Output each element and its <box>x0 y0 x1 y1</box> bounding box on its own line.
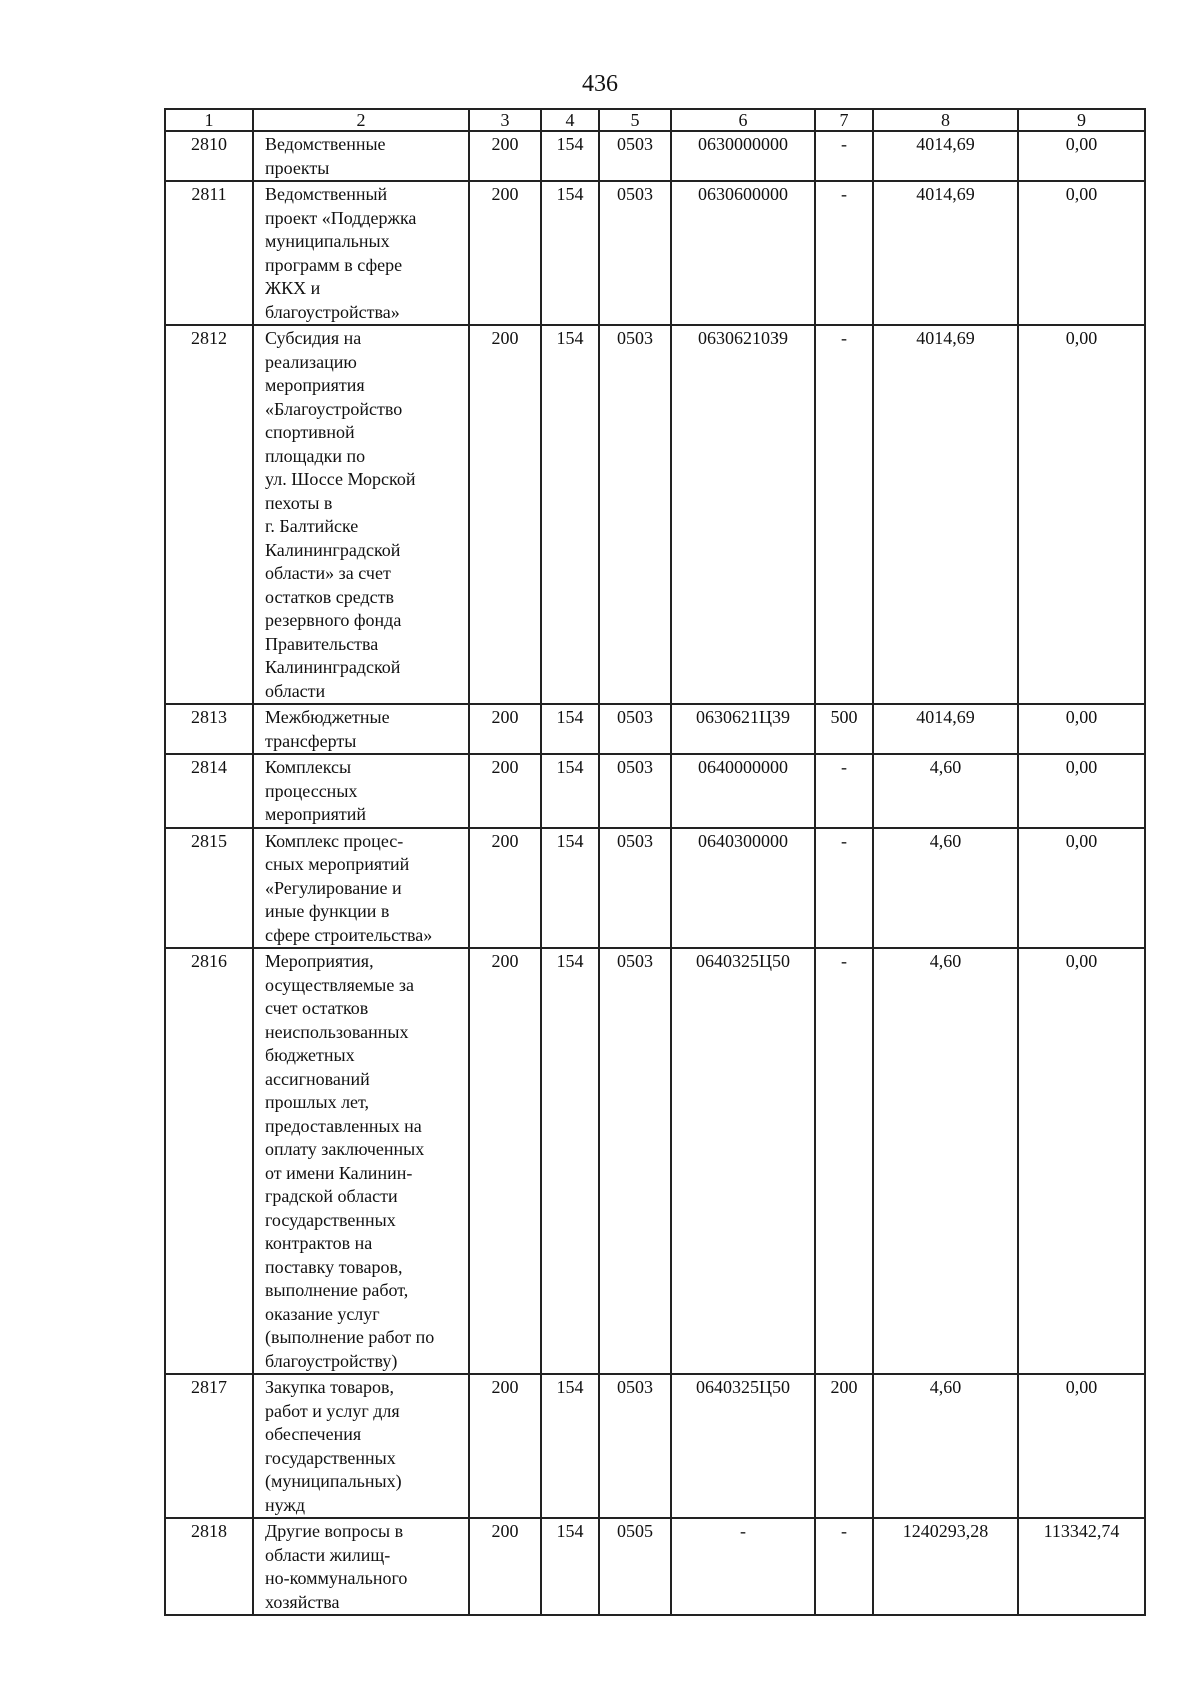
cell-col-3: 200 <box>469 325 541 704</box>
row-name-line: пехоты в <box>265 492 333 513</box>
cell-col-4: 154 <box>541 948 599 1374</box>
row-number: 2816 <box>165 948 253 1374</box>
row-name <box>253 131 469 181</box>
cell-col-5: 0503 <box>599 131 671 181</box>
row-name-line: Ведомственный <box>265 184 388 204</box>
cell-col-3: 200 <box>469 1518 541 1615</box>
cell-col-5: 0503 <box>599 1374 671 1518</box>
table-row <box>165 325 1145 704</box>
table-header <box>165 109 1145 131</box>
cell-col-5: 0503 <box>599 754 671 828</box>
table-row <box>165 181 1145 325</box>
row-name <box>253 754 469 828</box>
row-name-line: сфере строительства» <box>265 924 433 945</box>
row-name-line: остатков средств <box>265 586 394 607</box>
row-name-line: «Благоустройство <box>265 398 403 419</box>
cell-col-3: 200 <box>469 704 541 754</box>
row-number: 2817 <box>165 1374 253 1518</box>
row-name-line: государственных <box>265 1447 396 1468</box>
row-name-line: контрактов на <box>265 1233 373 1253</box>
header-col-3: 3 <box>469 109 541 131</box>
cell-col-3: 200 <box>469 131 541 181</box>
row-name-line: муниципальных <box>265 231 390 251</box>
row-name-line: проект «Поддержка <box>265 207 417 228</box>
row-name-line: счет остатков <box>265 998 369 1018</box>
row-name-line: проекты <box>265 157 330 178</box>
cell-col-7: - <box>815 754 873 828</box>
cell-col-6: 0630600000 <box>671 181 815 325</box>
row-number: 2818 <box>165 1518 253 1615</box>
table-row <box>165 1374 1145 1518</box>
cell-col-7: - <box>815 131 873 181</box>
row-name-line: реализацию <box>265 351 357 372</box>
table-row <box>165 828 1145 949</box>
table-body <box>165 131 1145 1615</box>
row-number: 2811 <box>165 181 253 325</box>
cell-col-5: 0503 <box>599 704 671 754</box>
cell-amount-col-9: 0,00 <box>1018 948 1145 1374</box>
cell-amount-col-8: 4,60 <box>873 828 1018 949</box>
row-number: 2813 <box>165 704 253 754</box>
row-name-line: благоустройства» <box>265 301 400 322</box>
header-col-1: 1 <box>165 109 253 131</box>
cell-col-3: 200 <box>469 754 541 828</box>
row-name <box>253 181 469 325</box>
row-name-line: неиспользованных <box>265 1021 409 1042</box>
row-number: 2812 <box>165 325 253 704</box>
row-name <box>253 1374 469 1518</box>
cell-col-6: 0640325Ц50 <box>671 1374 815 1518</box>
row-name-line: иные функции в <box>265 901 390 921</box>
row-name-line: Калининградской <box>265 657 401 677</box>
cell-col-6: 0630621Ц39 <box>671 704 815 754</box>
header-col-4: 4 <box>541 109 599 131</box>
cell-col-7: - <box>815 828 873 949</box>
row-name-line: оплату заключенных <box>265 1139 425 1159</box>
cell-col-4: 154 <box>541 828 599 949</box>
row-name-line: мероприятий <box>265 804 367 824</box>
cell-col-6: 0640300000 <box>671 828 815 949</box>
cell-col-4: 154 <box>541 325 599 704</box>
cell-amount-col-8: 4014,69 <box>873 704 1018 754</box>
header-col-8: 8 <box>873 109 1018 131</box>
row-name-line: Комплекс процес- <box>265 830 404 851</box>
row-name-line: градской области <box>265 1186 398 1206</box>
cell-amount-col-8: 4,60 <box>873 948 1018 1374</box>
row-name-line: г. Балтийске <box>265 516 359 536</box>
row-name-line: но-коммунального <box>265 1568 408 1588</box>
row-name-line: трансферты <box>265 730 357 751</box>
header-col-7: 7 <box>815 109 873 131</box>
cell-amount-col-9: 0,00 <box>1018 1374 1145 1518</box>
row-name-line: спортивной <box>265 422 355 442</box>
cell-amount-col-9: 0,00 <box>1018 325 1145 704</box>
budget-table <box>164 108 1146 1616</box>
row-name-line: Межбюджетные <box>265 707 390 727</box>
cell-amount-col-9: 0,00 <box>1018 754 1145 828</box>
cell-col-5: 0503 <box>599 948 671 1374</box>
row-name-line: сных мероприятий <box>265 854 410 874</box>
cell-amount-col-8: 4,60 <box>873 754 1018 828</box>
cell-col-7: 200 <box>815 1374 873 1518</box>
cell-col-3: 200 <box>469 948 541 1374</box>
row-name-line: резервного фонда <box>265 610 402 630</box>
row-name-line: от имени Калинин- <box>265 1162 413 1183</box>
row-name-line: осуществляемые за <box>265 974 414 995</box>
table-row <box>165 1518 1145 1615</box>
row-number: 2810 <box>165 131 253 181</box>
cell-col-5: 0503 <box>599 181 671 325</box>
cell-amount-col-9: 0,00 <box>1018 131 1145 181</box>
header-col-5: 5 <box>599 109 671 131</box>
row-name <box>253 704 469 754</box>
header-col-2: 2 <box>253 109 469 131</box>
row-name-line: поставку товаров, <box>265 1256 403 1277</box>
cell-amount-col-9: 0,00 <box>1018 828 1145 949</box>
row-name-line: выполнение работ, <box>265 1280 409 1300</box>
row-name-line: Калининградской <box>265 539 401 560</box>
row-name-line: Закупка товаров, <box>265 1377 394 1397</box>
cell-col-7: 500 <box>815 704 873 754</box>
row-name-line: Субсидия на <box>265 328 362 348</box>
cell-col-3: 200 <box>469 1374 541 1518</box>
row-number: 2814 <box>165 754 253 828</box>
row-name-line: хозяйства <box>265 1591 340 1612</box>
row-name <box>253 1518 469 1615</box>
cell-col-3: 200 <box>469 828 541 949</box>
row-number: 2815 <box>165 828 253 949</box>
cell-col-3: 200 <box>469 181 541 325</box>
row-name-line: Другие вопросы в <box>265 1521 404 1541</box>
row-name-line: бюджетных <box>265 1045 355 1065</box>
row-name-line: ул. Шоссе Морской <box>265 469 416 489</box>
cell-col-7: - <box>815 181 873 325</box>
cell-col-7: - <box>815 948 873 1374</box>
cell-col-5: 0503 <box>599 828 671 949</box>
row-name-line: Мероприятия, <box>265 951 374 971</box>
cell-col-4: 154 <box>541 1374 599 1518</box>
row-name-line: обеспечения <box>265 1424 362 1444</box>
row-name-line: Ведомственные <box>265 134 386 154</box>
row-name-line: (муниципальных) <box>265 1471 402 1491</box>
row-name-line: (выполнение работ по <box>265 1327 435 1347</box>
cell-amount-col-8: 4014,69 <box>873 181 1018 325</box>
row-name-line: прошлых лет, <box>265 1092 370 1112</box>
cell-amount-col-9: 113342,74 <box>1018 1518 1145 1615</box>
row-name-line: области жилищ- <box>265 1544 391 1565</box>
header-col-6: 6 <box>671 109 815 131</box>
cell-amount-col-8: 1240293,28 <box>873 1518 1018 1615</box>
cell-col-6: 06306210З9 <box>671 325 815 704</box>
row-name-line: государственных <box>265 1209 396 1230</box>
cell-col-7: - <box>815 1518 873 1615</box>
table-row <box>165 704 1145 754</box>
row-name-line: области» за счет <box>265 563 391 583</box>
table-row <box>165 131 1145 181</box>
cell-amount-col-8: 4,60 <box>873 1374 1018 1518</box>
cell-col-5: 0505 <box>599 1518 671 1615</box>
cell-col-6: 0630000000 <box>671 131 815 181</box>
page-number: 436 <box>582 71 618 97</box>
table-row <box>165 948 1145 1374</box>
cell-col-4: 154 <box>541 131 599 181</box>
row-name-line: ассигнований <box>265 1068 370 1089</box>
row-name-line: предоставленных на <box>265 1115 422 1136</box>
cell-col-5: 0503 <box>599 325 671 704</box>
row-name-line: программ в сфере <box>265 254 403 275</box>
row-name-line: ЖКХ и <box>265 278 321 298</box>
row-name-line: оказание услуг <box>265 1303 380 1324</box>
header-row <box>165 109 1145 131</box>
row-name-line: Комплексы <box>265 757 352 777</box>
cell-col-6: - <box>671 1518 815 1615</box>
cell-amount-col-8: 4014,69 <box>873 325 1018 704</box>
row-name-line: области <box>265 680 326 701</box>
cell-col-6: 0640325Ц50 <box>671 948 815 1374</box>
row-name <box>253 828 469 949</box>
cell-col-4: 154 <box>541 754 599 828</box>
row-name-line: процессных <box>265 780 358 801</box>
cell-col-4: 154 <box>541 1518 599 1615</box>
cell-amount-col-9: 0,00 <box>1018 704 1145 754</box>
cell-col-6: 0640000000 <box>671 754 815 828</box>
row-name-line: нужд <box>265 1494 305 1515</box>
cell-amount-col-8: 4014,69 <box>873 131 1018 181</box>
row-name-line: Правительства <box>265 633 379 654</box>
row-name-line: «Регулирование и <box>265 877 402 898</box>
row-name-line: благоустройству) <box>265 1350 398 1371</box>
row-name-line: работ и услуг для <box>265 1400 400 1421</box>
cell-col-4: 154 <box>541 704 599 754</box>
cell-col-7: - <box>815 325 873 704</box>
row-name <box>253 325 469 704</box>
row-name-line: мероприятия <box>265 375 365 395</box>
table-row <box>165 754 1145 828</box>
row-name <box>253 948 469 1374</box>
cell-col-4: 154 <box>541 181 599 325</box>
header-col-9: 9 <box>1018 109 1145 131</box>
cell-amount-col-9: 0,00 <box>1018 181 1145 325</box>
row-name-line: площадки по <box>265 445 366 466</box>
